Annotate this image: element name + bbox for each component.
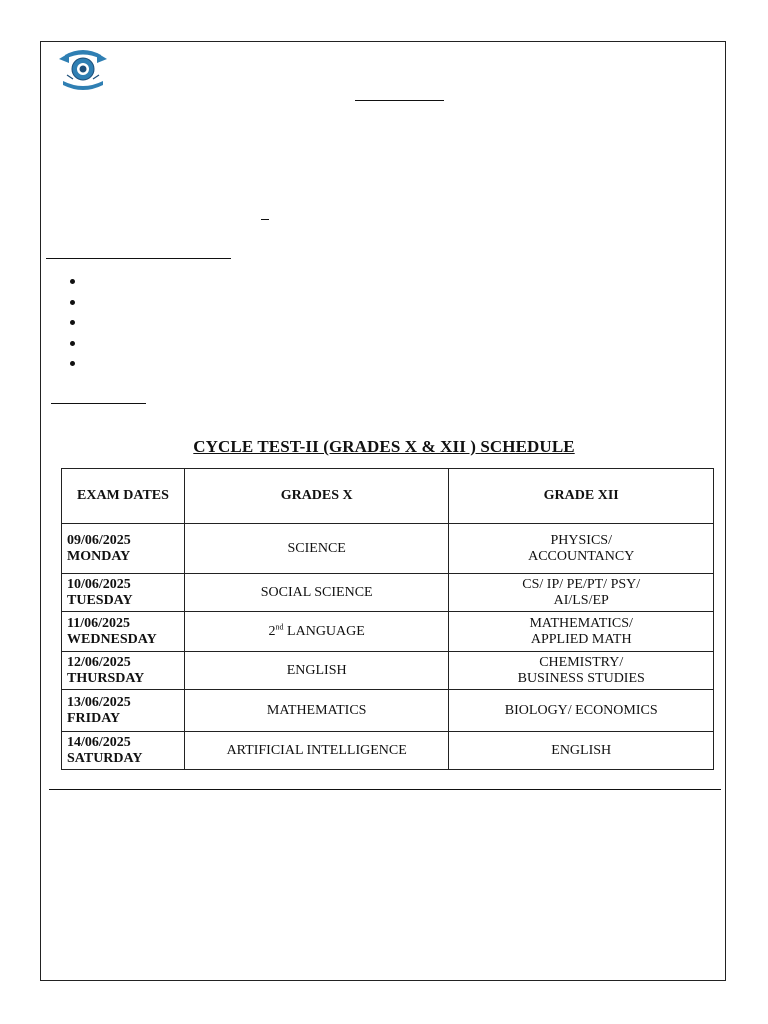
header-grade-x: GRADES X: [184, 469, 449, 524]
grade-xii-cell: ENGLISH: [449, 732, 714, 770]
grade-x-cell: SCIENCE: [184, 524, 449, 574]
grade-x-cell: SOCIAL SCIENCE: [184, 574, 449, 612]
school-crest-logo: [55, 45, 111, 93]
grade-x-cell: MATHEMATICS: [184, 690, 449, 732]
grade-xii-cell: MATHEMATICS/ APPLIED MATH: [449, 612, 714, 652]
schedule-title: CYCLE TEST-II (GRADES X & XII ) SCHEDULE: [193, 437, 575, 456]
schedule-table: [61, 468, 714, 770]
bottom-divider: [49, 789, 721, 790]
dash-mark: [261, 219, 269, 220]
table-row: [62, 652, 714, 690]
heading-underline: [355, 100, 444, 101]
table-row: [62, 524, 714, 574]
table-row: [62, 574, 714, 612]
exam-date-cell: 12/06/2025 THURSDAY: [62, 652, 185, 690]
exam-date-cell: 13/06/2025 FRIDAY: [62, 690, 185, 732]
exam-date-cell: 11/06/2025 WEDNESDAY: [62, 612, 185, 652]
section-underline-small: [51, 403, 146, 404]
grade-x-cell: ENGLISH: [184, 652, 449, 690]
grade-xii-cell: CHEMISTRY/ BUSINESS STUDIES: [449, 652, 714, 690]
section-underline: [46, 258, 231, 259]
grade-xii-cell: PHYSICS/ ACCOUNTANCY: [449, 524, 714, 574]
grade-xii-cell: BIOLOGY/ ECONOMICS: [449, 690, 714, 732]
table-header-row: [62, 469, 714, 524]
exam-date-cell: 14/06/2025 SATURDAY: [62, 732, 185, 770]
exam-date-cell: 09/06/2025 MONDAY: [62, 524, 185, 574]
header-grade-xii: GRADE XII: [449, 469, 714, 524]
exam-date-cell: 10/06/2025 TUESDAY: [62, 574, 185, 612]
grade-xii-cell: CS/ IP/ PE/PT/ PSY/ AI/LS/EP: [449, 574, 714, 612]
table-row: [62, 732, 714, 770]
table-row: [62, 612, 714, 652]
grade-x-cell: 2nd LANGUAGE: [184, 612, 449, 652]
header-exam-dates: EXAM DATES: [62, 469, 185, 524]
table-row: [62, 690, 714, 732]
grade-x-cell: ARTIFICIAL INTELLIGENCE: [184, 732, 449, 770]
